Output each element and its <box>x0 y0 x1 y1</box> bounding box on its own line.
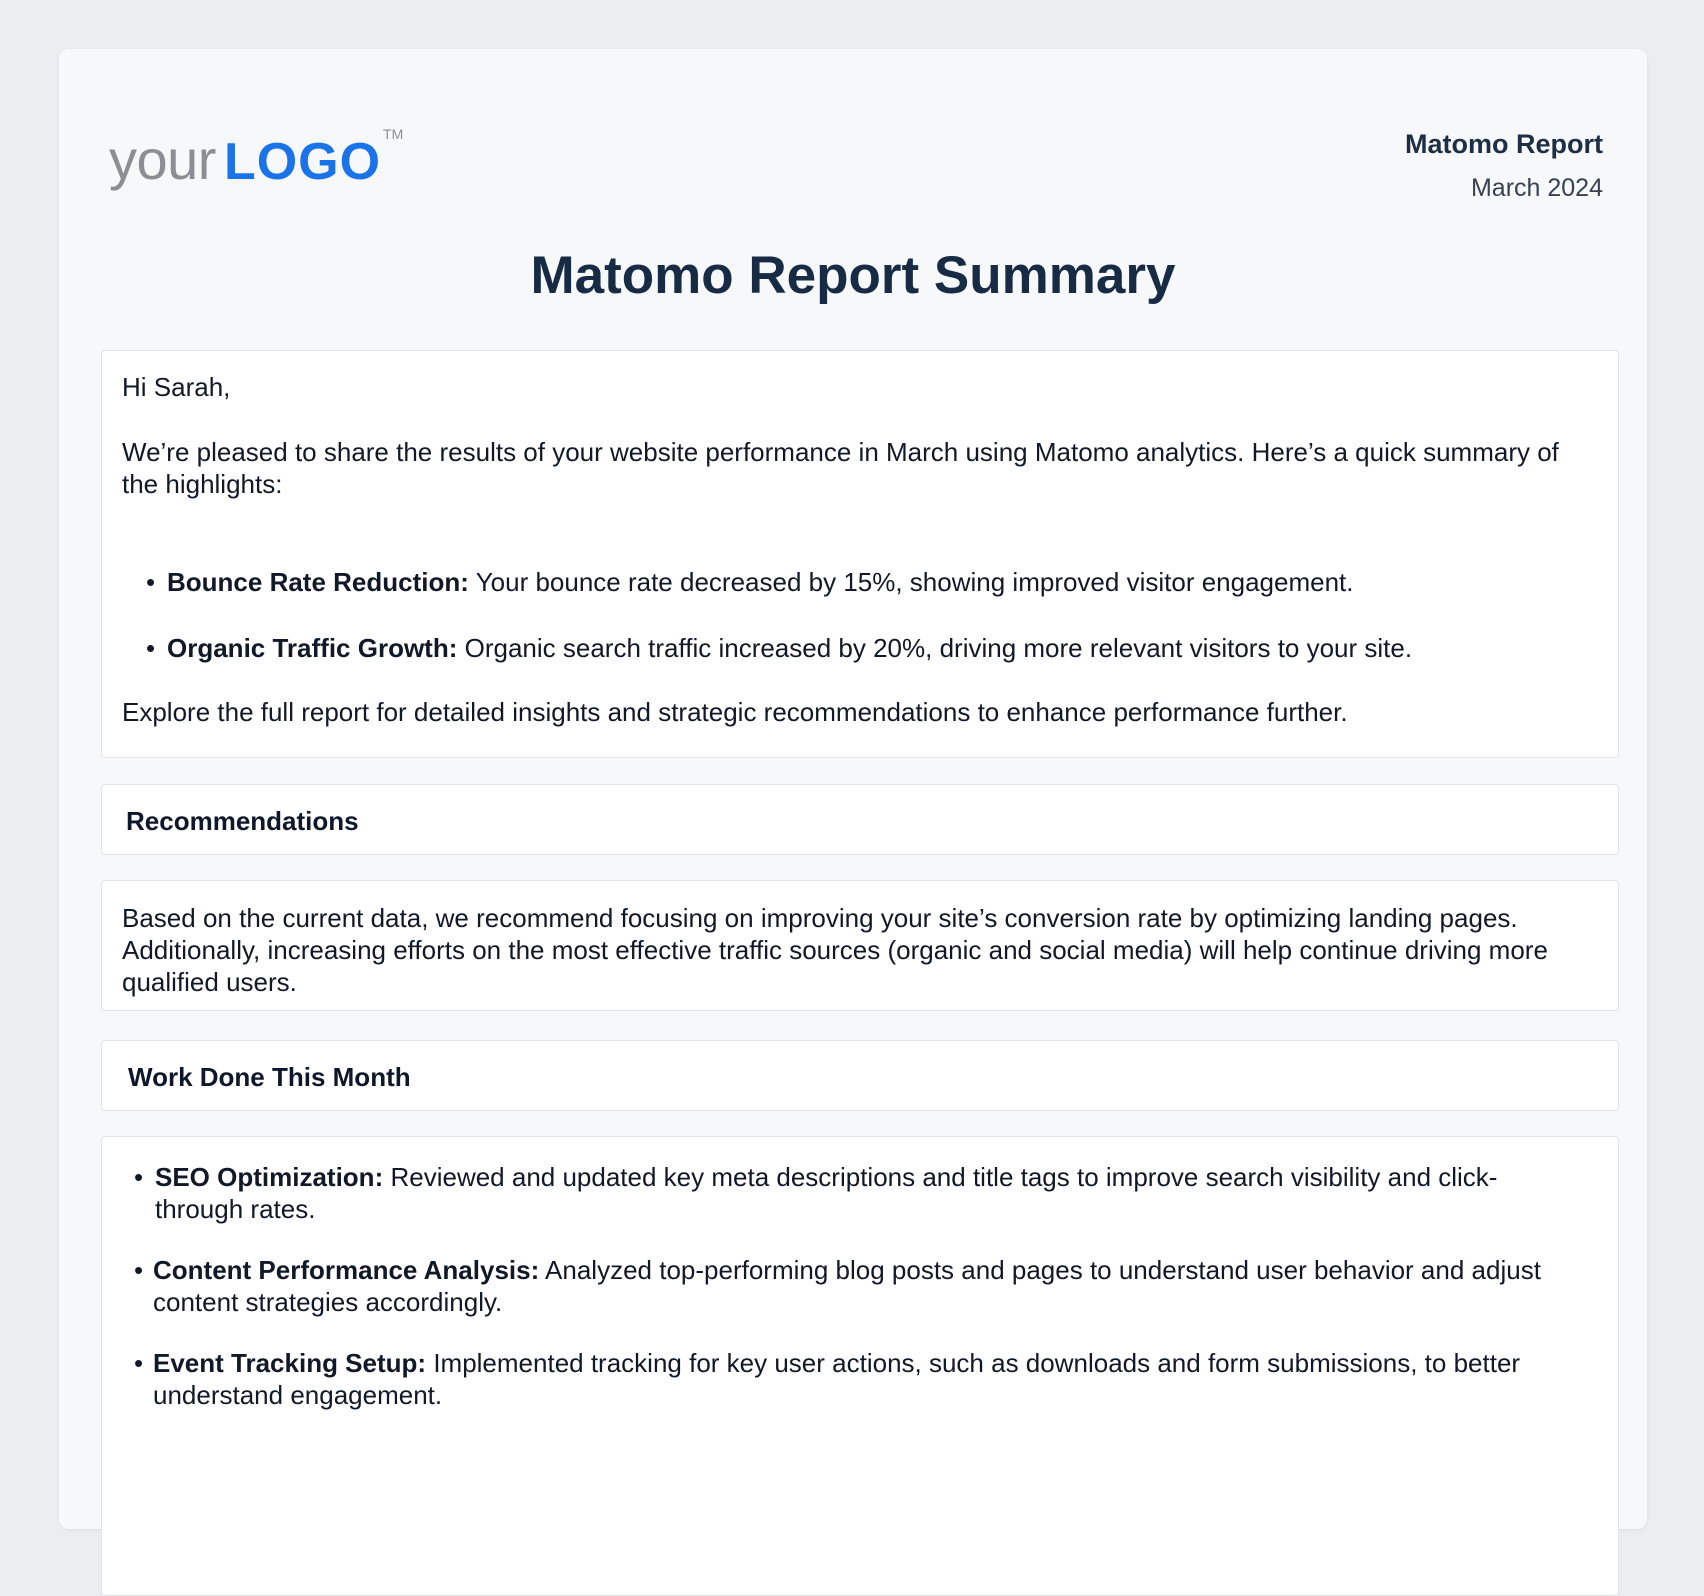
company-logo <box>109 127 403 192</box>
work-item-label: Event Tracking Setup: <box>153 1348 427 1378</box>
intro-card <box>101 350 1619 758</box>
page-title: Matomo Report Summary <box>530 246 1176 305</box>
bullet-dot: • <box>134 1255 144 1285</box>
intro-closing: Explore the full report for detailed insights and strategic recommendations to enhance performance further. <box>122 697 1348 727</box>
work-item <box>134 1254 1598 1318</box>
recommendations-body-card <box>101 880 1619 1011</box>
bullet-dot: • <box>146 633 156 663</box>
work-done-header-card <box>101 1040 1619 1111</box>
highlight-item <box>146 632 1598 664</box>
recommendations-text: Based on the current data, we recommend focusing on improving your site’s conversion rate by optimizing landing pages. Additionally, increasing efforts on the most effective traffic sources (organic and social media) will help continue driving more qualified users. <box>122 903 1548 997</box>
highlight-label: Organic Traffic Growth: <box>167 633 458 663</box>
bullet-dot: • <box>134 1162 144 1192</box>
recommendations-header-card <box>101 784 1619 855</box>
report-name: Matomo Report <box>1405 129 1603 159</box>
highlight-label: Bounce Rate Reduction: <box>167 567 469 597</box>
work-item-text: Reviewed and updated key meta descriptions and title tags to improve search visibility and click-through rates. <box>155 1162 1498 1224</box>
highlight-text: Your bounce rate decreased by 15%, showing improved visitor engagement. <box>475 567 1354 597</box>
work-done-heading: Work Done This Month <box>128 1062 411 1092</box>
logo-your-text: your <box>109 128 216 191</box>
highlight-item <box>146 566 1598 598</box>
work-item-text: Implemented tracking for key user actions, such as downloads and form submissions, to better understand engagement. <box>153 1348 1521 1410</box>
report-page <box>59 49 1647 1529</box>
bullet-dot: • <box>146 567 156 597</box>
work-item <box>134 1161 1578 1225</box>
recommendations-heading: Recommendations <box>126 806 359 836</box>
report-date: March 2024 <box>1470 174 1603 202</box>
greeting: Hi Sarah, <box>122 372 231 402</box>
work-item <box>134 1347 1578 1411</box>
highlight-text: Organic search traffic increased by 20%, driving more relevant visitors to your site. <box>464 633 1413 663</box>
work-item-label: Content Performance Analysis: <box>153 1255 540 1285</box>
bullet-dot: • <box>134 1348 144 1378</box>
report-meta <box>1405 129 1603 203</box>
work-item-text: Analyzed top-performing blog posts and pages to understand user behavior and adjust content strategies accordingly. <box>153 1255 1541 1317</box>
logo-logo-text: LOGO <box>223 133 382 191</box>
intro-paragraph: We’re pleased to share the results of your website performance in March using Matomo analytics. Here’s a quick summary of the highlights: <box>122 437 1559 499</box>
logo-trademark: TM <box>383 126 404 142</box>
work-item-label: SEO Optimization: <box>155 1162 384 1192</box>
work-done-body-card <box>101 1136 1619 1596</box>
